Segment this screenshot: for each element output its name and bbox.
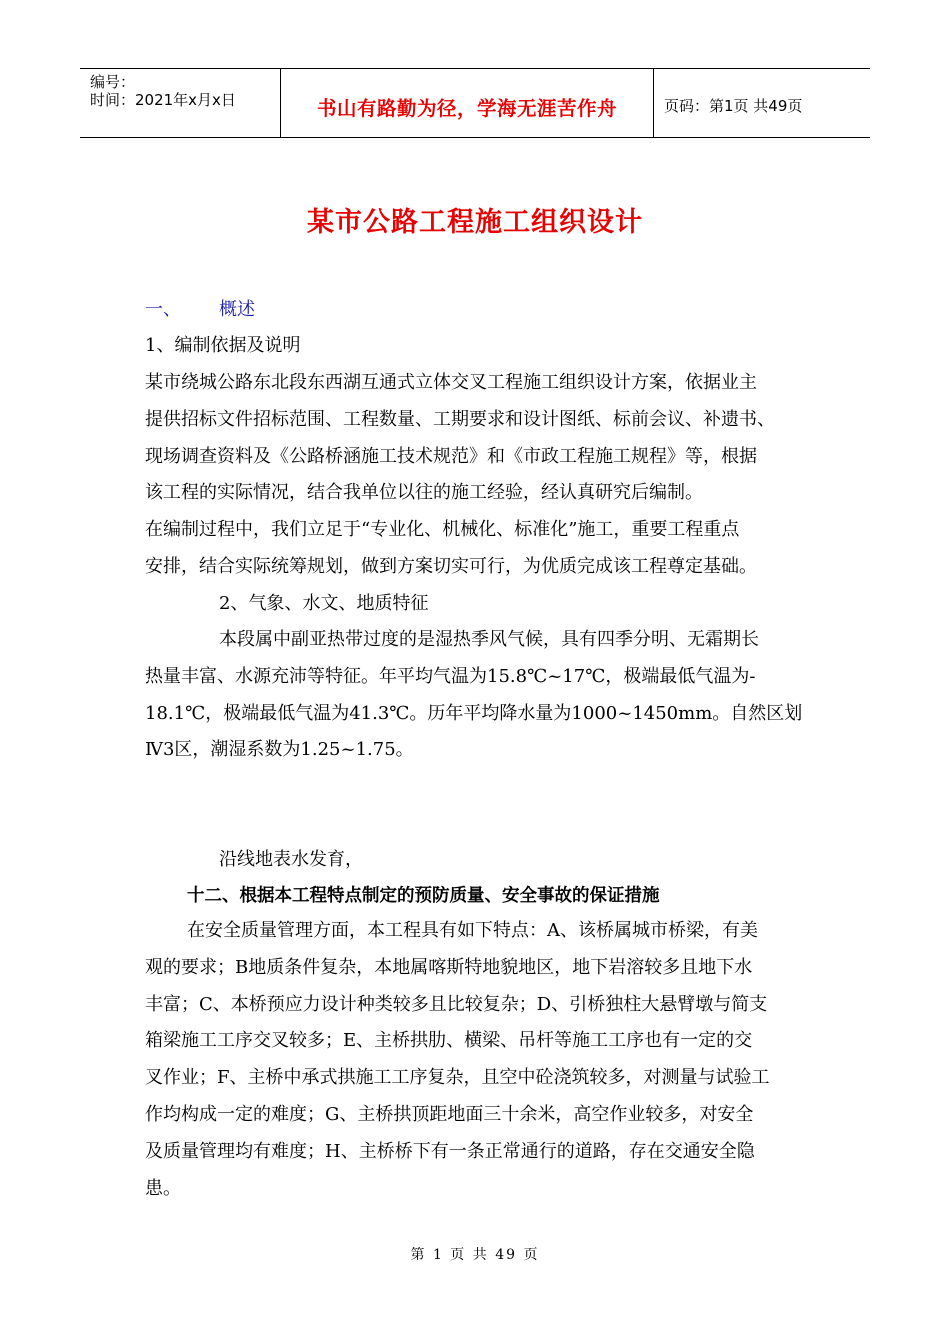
section-1-number: 一、	[145, 299, 181, 320]
paragraph-line: 18.1℃，极端最低气温为41.3℃。历年平均降水量为1000~1450mm。自然区划	[145, 702, 803, 724]
paragraph-line: Ⅳ3区，潮湿系数为1.25~1.75。	[145, 739, 414, 761]
subsection-2-heading: 2、气象、水文、地质特征	[219, 593, 429, 614]
paragraph-1	[145, 365, 825, 586]
paragraph-line: 观的要求；B地质条件复杂，本地属喀斯特地貌地区，地下岩溶较多且地下水	[145, 956, 753, 978]
page-footer: 第 1 页 共 49 页	[410, 1247, 540, 1263]
serial-label: 编号：	[90, 73, 136, 91]
paragraph-4: 沿线地表水发育，	[219, 849, 363, 870]
page-code: 页码：第1页 共49页	[664, 97, 803, 115]
section-12-heading: 十二、根据本工程特点制定的预防质量、安全事故的保证措施	[187, 886, 660, 906]
date-label: 时间：2021年x月x日	[90, 91, 236, 109]
section-1-heading	[145, 292, 825, 329]
header-motto-cell	[281, 69, 654, 137]
paragraph-line: 在安全质量管理方面，本工程具有如下特点：A、该桥属城市桥梁，有美	[187, 920, 758, 941]
paragraph-line: 现场调查资料及《公路桥涵施工技术规范》和《市政工程施工规程》等，根据	[145, 445, 757, 467]
paragraph-line: 患。	[145, 1177, 181, 1199]
header-table	[80, 68, 870, 138]
paragraph-line: 在编制过程中，我们立足于“专业化、机械化、标准化”施工，重要工程重点	[145, 519, 740, 541]
paragraph-3	[145, 622, 825, 769]
paragraph-line: 叉作业；F、主桥中承式拱施工工序复杂，且空中砼浇筑较多，对测量与试验工	[145, 1067, 770, 1089]
paragraph-line: 热量丰富、水源充沛等特征。年平均气温为15.8℃~17℃，极端最低气温为-	[145, 665, 756, 687]
header-info-cell	[80, 69, 281, 137]
document-title: 某市公路工程施工组织设计	[307, 207, 643, 238]
paragraph-5	[145, 913, 825, 1207]
motto: 书山有路勤为径，学海无涯苦作舟	[316, 97, 617, 120]
paragraph-line: 丰富；C、本桥预应力设计种类较多且比较复杂；D、引桥独柱大悬臂墩与简支	[145, 993, 768, 1015]
paragraph-line: 箱梁施工工序交叉较多；E、主桥拱肋、横梁、吊杆等施工工序也有一定的交	[145, 1030, 753, 1052]
subsection-1-heading: 1、编制依据及说明	[145, 335, 301, 356]
paragraph-line: 作均构成一定的难度；G、主桥拱顶距地面三十余米，高空作业较多，对安全	[145, 1103, 754, 1125]
paragraph-line: 及质量管理均有难度；H、主桥桥下有一条正常通行的道路，存在交通安全隐	[145, 1140, 755, 1162]
paragraph-line: 安排，结合实际统筹规划，做到方案切实可行，为优质完成该工程尊定基础。	[145, 555, 757, 577]
header-page-cell	[654, 69, 870, 137]
section-1-title: 概述	[219, 299, 255, 320]
paragraph-line: 提供招标文件招标范围、工程数量、工期要求和设计图纸、标前会议、补遗书、	[145, 408, 775, 430]
paragraph-line: 某市绕城公路东北段东西湖互通式立体交叉工程施工组织设计方案，依据业主	[145, 372, 757, 393]
paragraph-line: 本段属中副亚热带过度的是湿热季风气候，具有四季分明、无霜期长	[219, 629, 759, 650]
paragraph-line: 该工程的实际情况，结合我单位以往的施工经验，经认真研究后编制。	[145, 482, 703, 504]
